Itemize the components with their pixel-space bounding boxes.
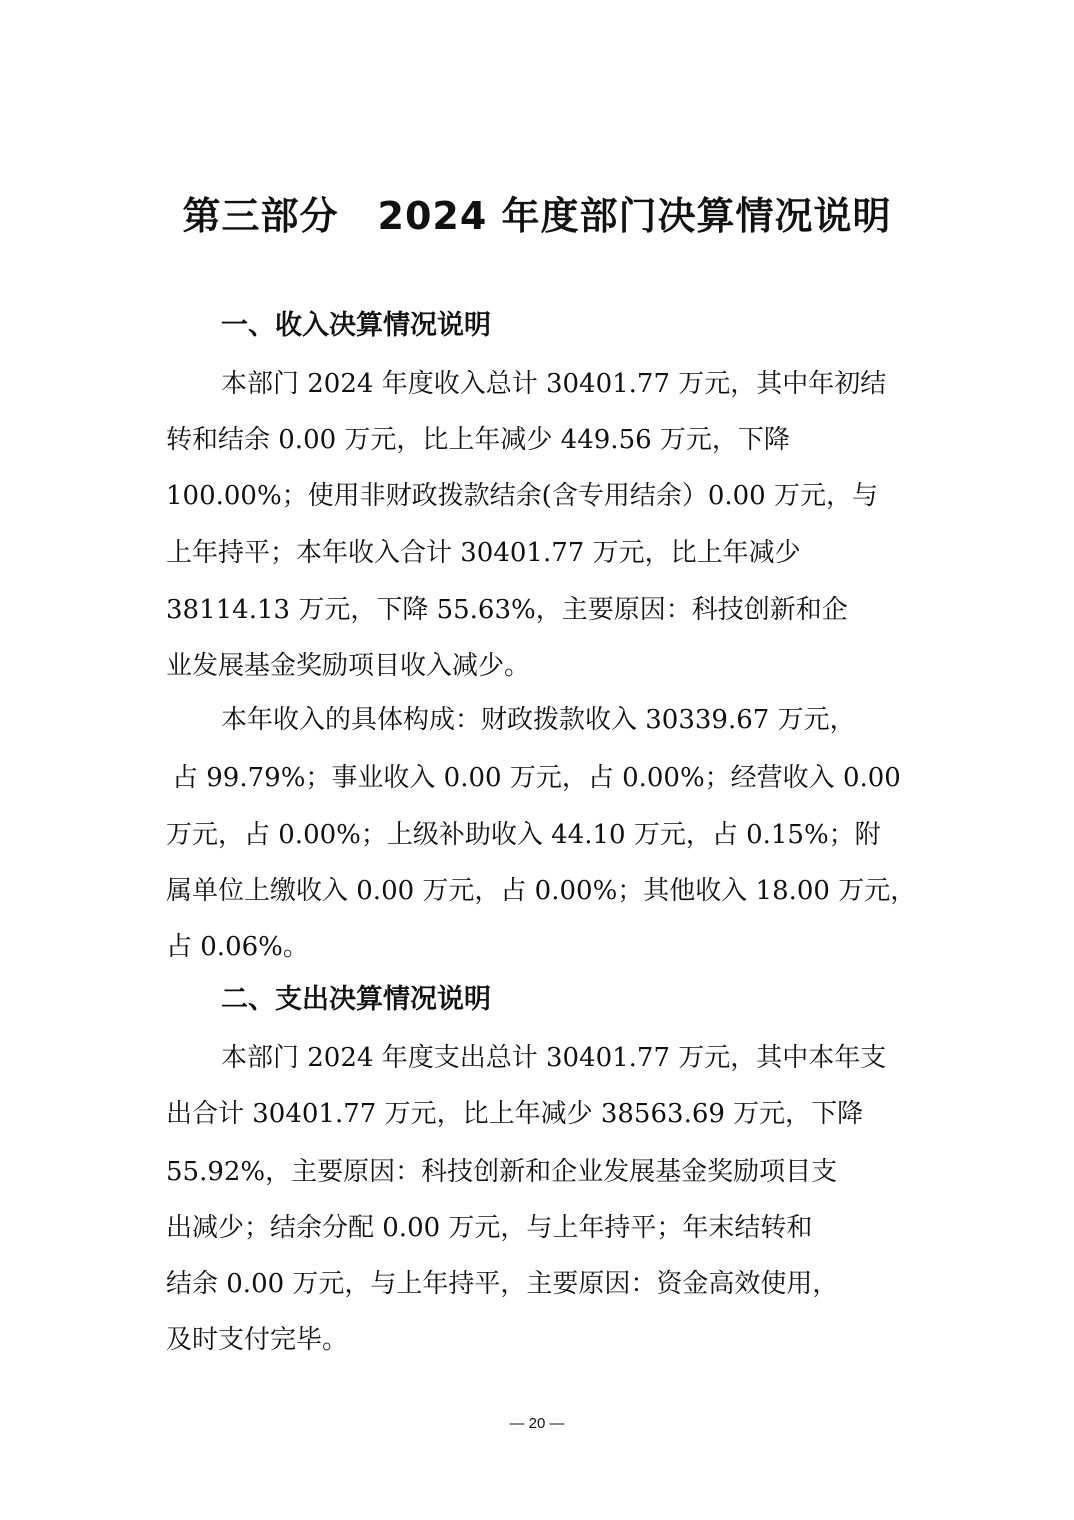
text-line: 100.00%；使用非财政拨款结余(含专用结余）0.00 万元，与 — [166, 481, 878, 511]
text-line: 及时支付完毕。 — [166, 1325, 349, 1355]
section-heading-income: 一、收入决算情况说明 — [221, 310, 491, 341]
page-title: 第三部分 2024 年度部门决算情况说明 — [182, 194, 892, 238]
text-line: 出减少；结余分配 0.00 万元，与上年持平；年末结转和 — [166, 1213, 813, 1243]
page-number: — 20 — — [509, 1415, 565, 1432]
text-line: 转和结余 0.00 万元，比上年减少 449.56 万元，下降 — [166, 425, 790, 455]
text-line: 占 99.79%；事业收入 0.00 万元，占 0.00%；经营收入 0.00 — [172, 763, 901, 793]
section-heading-expenditure: 二、支出决算情况说明 — [221, 984, 491, 1015]
text-line: 本部门 2024 年度收入总计 30401.77 万元，其中年初结 — [221, 369, 887, 399]
text-line: 业发展基金奖励项目收入减少。 — [166, 651, 531, 681]
text-line: 属单位上缴收入 0.00 万元，占 0.00%；其他收入 18.00 万元， — [166, 876, 917, 906]
text-line: 出合计 30401.77 万元，比上年减少 38563.69 万元，下降 — [166, 1099, 864, 1129]
text-line: 占 0.06%。 — [166, 932, 309, 962]
text-line: 55.92%，主要原因：科技创新和企业发展基金奖励项目支 — [166, 1157, 838, 1187]
text-line: 38114.13 万元，下降 55.63%，主要原因：科技创新和企 — [166, 595, 848, 625]
text-line: 上年持平；本年收入合计 30401.77 万元，比上年减少 — [166, 538, 801, 568]
text-line: 结余 0.00 万元，与上年持平，主要原因：资金高效使用， — [166, 1269, 839, 1299]
text-line: 本年收入的具体构成：财政拨款收入 30339.67 万元， — [221, 705, 856, 735]
text-line: 万元，占 0.00%；上级补助收入 44.10 万元，占 0.15%；附 — [166, 820, 881, 850]
text-line: 本部门 2024 年度支出总计 30401.77 万元，其中本年支 — [221, 1043, 887, 1073]
